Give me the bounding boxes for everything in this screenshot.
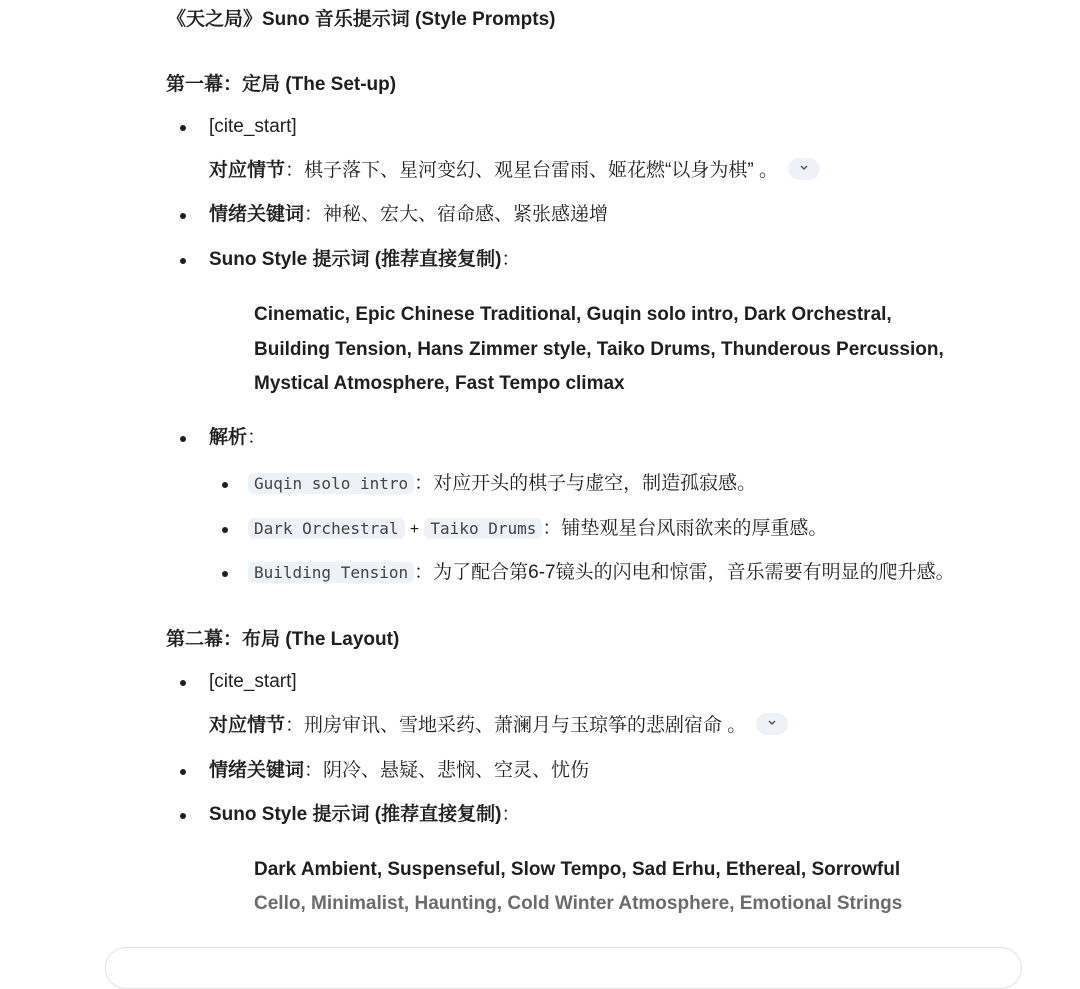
mood-text: ：阴冷、悬疑、悲悯、空灵、忧伤	[304, 760, 590, 781]
mood-text: ：神秘、宏大、宿命感、紧张感递增	[304, 204, 609, 225]
bullet	[222, 482, 228, 488]
inline-code: Building Tension	[248, 562, 414, 583]
act1-style-label	[209, 247, 520, 273]
chat-input-box[interactable]	[105, 947, 1022, 989]
analysis-text: ：铺垫观星台风雨欲来的厚重感。	[542, 518, 828, 539]
style-label: Suno Style 提示词 (推荐直接复制)	[209, 804, 502, 825]
bullet	[180, 213, 186, 219]
plot-text: ：棋子落下、星河变幻、观星台雷雨、姬花燃“以身为棋” 。	[285, 160, 778, 181]
chevron-down-icon	[767, 719, 777, 727]
act2-style-label	[209, 802, 520, 828]
style-prompt-line: Cinematic, Epic Chinese Traditional, Guqin solo intro, Dark Orchestral,	[254, 304, 892, 325]
bullet	[222, 571, 228, 577]
style-prompt-line: Building Tension, Hans Zimmer style, Taiko Drums, Thunderous Percussion,	[254, 339, 944, 360]
act2-heading: 第二幕：布局 (The Layout)	[166, 629, 400, 650]
style-label: Suno Style 提示词 (推荐直接复制)	[209, 249, 502, 270]
plot-label: 对应情节	[209, 160, 286, 181]
bullet	[180, 436, 186, 442]
expand-source-button[interactable]	[788, 158, 820, 180]
colon: ：	[247, 427, 267, 448]
cite-marker: [cite_start]	[209, 671, 297, 692]
act2-mood	[209, 758, 589, 784]
expand-source-button[interactable]	[756, 713, 788, 735]
colon: ：	[501, 804, 521, 825]
act1-plot	[209, 158, 820, 184]
analysis-item	[248, 516, 827, 543]
plot-label: 对应情节	[209, 715, 286, 736]
analysis-item	[248, 560, 955, 586]
mood-label: 情绪关键词	[209, 760, 305, 781]
bullet	[180, 258, 186, 264]
style-prompt-line: Cello, Minimalist, Haunting, Cold Winter Atmosphere, Emotional Strings	[254, 893, 903, 914]
act1-mood	[209, 202, 608, 228]
colon: ：	[501, 249, 521, 270]
analysis-label: 解析	[209, 427, 248, 448]
analysis-item	[248, 471, 756, 497]
inline-code: Taiko Drums	[424, 518, 542, 539]
bullet	[180, 813, 186, 819]
inline-code: Guqin solo intro	[248, 473, 414, 494]
bullet	[180, 125, 186, 131]
mood-label: 情绪关键词	[209, 204, 305, 225]
page-title: 《天之局》Suno 音乐提示词 (Style Prompts)	[167, 9, 556, 30]
bullet	[180, 769, 186, 775]
style-prompt-line: Mystical Atmosphere, Fast Tempo climax	[254, 373, 625, 394]
chevron-down-icon	[799, 164, 809, 172]
plus: +	[409, 521, 420, 538]
analysis-heading	[209, 425, 266, 451]
style-prompt-line: Dark Ambient, Suspenseful, Slow Tempo, Sad Erhu, Ethereal, Sorrowful	[254, 859, 901, 880]
bullet	[222, 527, 228, 533]
cite-marker: [cite_start]	[209, 116, 297, 137]
act1-heading: 第一幕：定局 (The Set-up)	[166, 74, 397, 95]
analysis-text: ：对应开头的棋子与虚空，制造孤寂感。	[414, 473, 757, 494]
plot-text: ：刑房审讯、雪地采药、萧澜月与玉琼筝的悲剧宿命 。	[285, 715, 747, 736]
analysis-text: ：为了配合第6-7镜头的闪电和惊雷，音乐需要有明显的爬升感。	[414, 562, 955, 583]
inline-code: Dark Orchestral	[248, 518, 405, 539]
bullet	[180, 680, 186, 686]
act2-plot	[209, 713, 788, 739]
